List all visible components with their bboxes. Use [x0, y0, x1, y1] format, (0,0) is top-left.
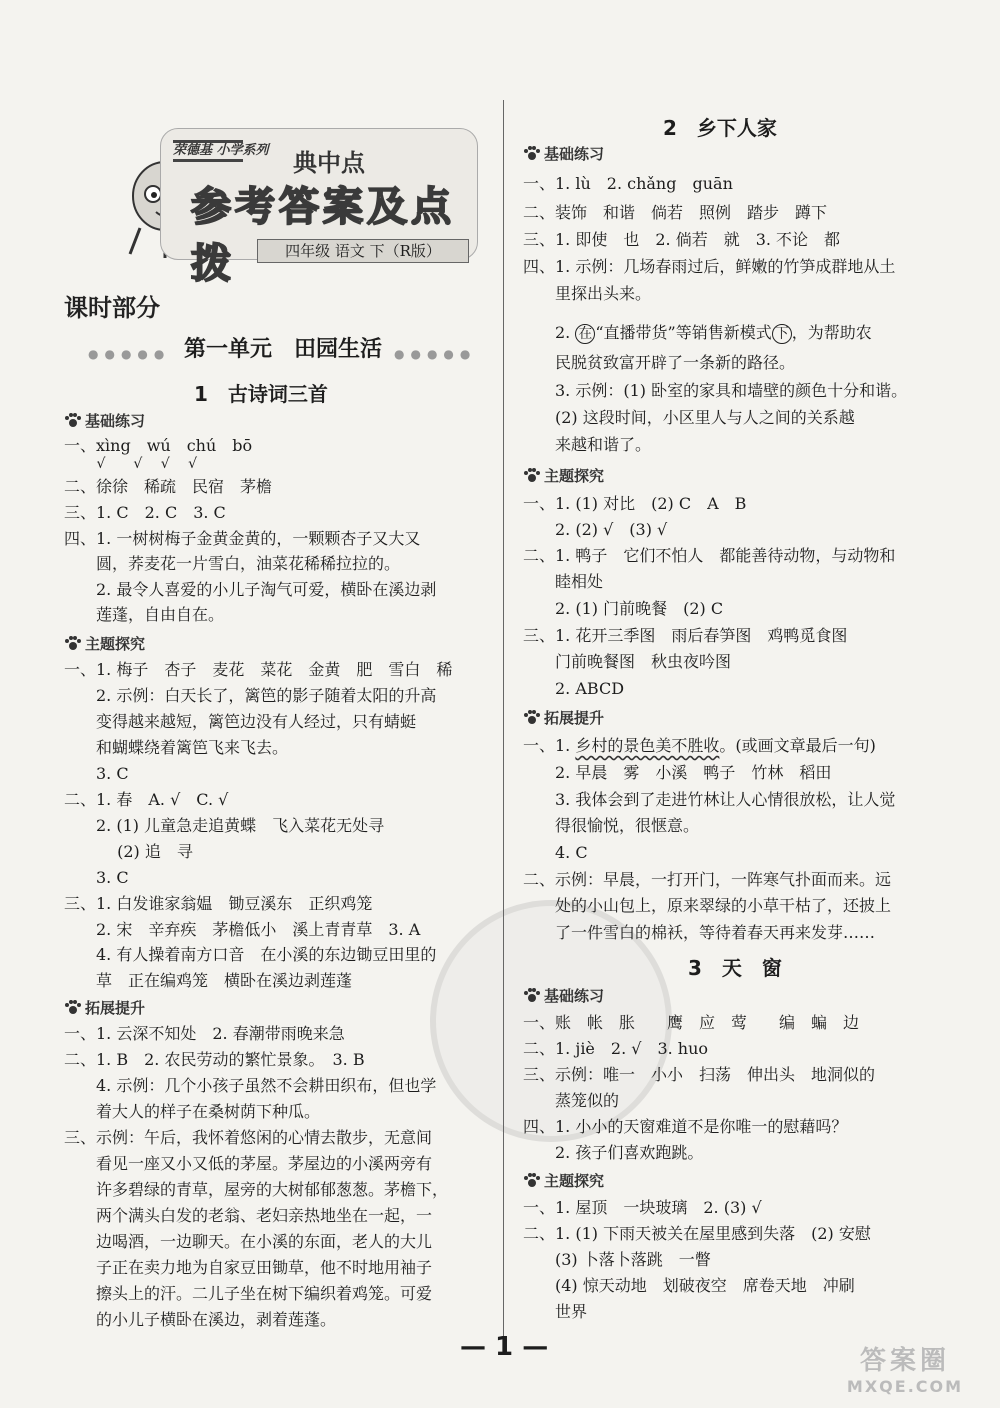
subhead-jichu: 基础练习	[523, 143, 604, 165]
paw-icon	[64, 635, 82, 651]
answer-line: 圆，荞麦花一片雪白，油菜花稀稀拉拉的。	[64, 554, 401, 573]
answer-line: 草 正在编鸡笼 横卧在溪边剥莲蓬	[64, 971, 353, 990]
banner-title: 参考答案及点拨	[191, 183, 455, 287]
answer-line: 三、1. 花开三季图 雨后春笋图 鸡鸭觅食图	[523, 626, 848, 645]
answer-line: 3. C	[64, 764, 129, 783]
answer-line: 3. 示例：(1) 卧室的家具和墙壁的颜色十分和谐。	[523, 381, 908, 400]
unit-title: ●●●●● 第一单元 田园生活 ●●●●●	[88, 337, 477, 362]
grade-label: 四年级 语文 下（R版）	[257, 239, 469, 263]
answer-line: 来越和谐了。	[523, 435, 652, 454]
site-watermark: 答案圈 MXQE.COM	[846, 1346, 964, 1396]
answer-line-circled: 2. 在 “直播带货”等销售新模式 下 ，为帮助农	[523, 323, 872, 342]
answer-line: 4. 有人操着南方口音 在小溪的东边锄豆田里的	[64, 945, 437, 964]
column-divider	[503, 100, 504, 1350]
answer-line: 子正在卖力地为自家豆田锄草，他不时地用袖子	[64, 1258, 433, 1277]
answer-line: 一、1. lù 2. chǎng guān	[523, 174, 733, 193]
answer-line: 三、1. 即使 也 2. 倘若 就 3. 不论 都	[523, 230, 841, 249]
subhead-jichu: 基础练习	[523, 985, 604, 1007]
answer-line: (2) 这段时间，小区里人与人之间的关系越	[523, 408, 855, 427]
paw-icon	[523, 467, 541, 483]
answer-line: 2. (2) √ (3) √	[523, 520, 668, 539]
answer-line: 四、1. 小小的天窗难道不是你唯一的慰藉吗？	[523, 1117, 848, 1136]
answer-line: 变得越来越短，篱笆边没有人经过，只有蜻蜓	[64, 712, 417, 731]
answer-line: 3. C	[64, 868, 129, 887]
paw-icon	[523, 1172, 541, 1188]
answer-line: 二、1. 春 A. √ C. √	[64, 790, 229, 809]
answer-line: (3) 卜落卜落跳 一瞥	[523, 1250, 711, 1269]
answer-line-wavy: 一、1. 乡村的景色美不胜收。(或画文章最后一句)	[523, 736, 876, 755]
answer-line: 2. 最令人喜爱的小儿子淘气可爱，横卧在溪边剥	[64, 580, 437, 599]
answer-line: 2. (1) 门前晚餐 (2) C	[523, 599, 724, 618]
subhead-zhuti: 主题探究	[523, 1170, 604, 1192]
answer-line: 蒸笼似的	[523, 1091, 620, 1110]
answer-line: 二、示例：早晨，一打开门，一阵寒气扑面而来。远	[523, 870, 892, 889]
answer-line: 莲蓬，自由自在。	[64, 605, 225, 624]
answer-line: 的小儿子横卧在溪边，剥着莲蓬。	[64, 1310, 337, 1329]
section-title: 课时部分	[64, 294, 160, 322]
series-logo: 荣德基 小学系列	[173, 139, 293, 171]
answer-line: 二、1. B 2. 农民劳动的繁忙景象。 3. B	[64, 1050, 365, 1069]
answer-line: 3. 我体会到了走进竹林让人心情很放松，让人觉	[523, 790, 896, 809]
paw-icon	[523, 145, 541, 161]
answer-line: 和蝴蝶绕着篱笆飞来飞去。	[64, 738, 289, 757]
answer-line: 2. 宋 辛弃疾 茅檐低小 溪上青青草 3. A	[64, 920, 421, 939]
answer-line: 二、1. jiè 2. √ 3. huo	[523, 1039, 709, 1058]
answer-line: 三、示例：午后，我怀着悠闲的心情去散步，无意间	[64, 1128, 433, 1147]
answer-line: 许多碧绿的青草，屋旁的大树郁郁葱葱。茅檐下，	[64, 1180, 449, 1199]
answer-line: 睦相处	[523, 572, 604, 591]
answer-line: 二、1. 鸭子 它们不怕人 都能善待动物，与动物和	[523, 546, 896, 565]
answer-line: 两个满头白发的老翁、老妇亲热地坐在一起，一	[64, 1206, 433, 1225]
page-number: — 1 —	[460, 1332, 549, 1362]
subhead-tuozhan: 拓展提升	[523, 707, 604, 729]
answer-line: 着大人的样子在桑树荫下种瓜。	[64, 1102, 321, 1121]
brand-logo: 典中点	[293, 149, 365, 177]
answer-line: 三、示例：唯一 小小 扫荡 伸出头 地洞似的	[523, 1065, 876, 1084]
answer-line: (2) 追 寻	[64, 842, 193, 861]
subhead-jichu: 基础练习	[64, 410, 145, 432]
answer-line: 了一件雪白的棉袄，等待着春天再来发芽……	[523, 923, 876, 942]
paw-icon	[523, 987, 541, 1003]
answer-line: 民脱贫致富开辟了一条新的路径。	[523, 353, 796, 372]
answer-line: 2. 早晨 雾 小溪 鸭子 竹林 稻田	[523, 763, 832, 782]
answer-line: 世界	[523, 1302, 588, 1321]
subhead-zhuti: 主题探究	[64, 633, 145, 655]
paw-icon	[523, 709, 541, 725]
lesson-title-2: 2 乡下人家	[663, 116, 777, 140]
answer-line: 得很愉悦，很惬意。	[523, 816, 700, 835]
answer-line: 二、装饰 和谐 倘若 照例 踏步 蹲下	[523, 203, 828, 222]
subhead-tuozhan: 拓展提升	[64, 997, 145, 1019]
answer-line: 看见一座又小又低的茅屋。茅屋边的小溪两旁有	[64, 1154, 433, 1173]
answer-line: 三、1. C 2. C 3. C	[64, 503, 226, 522]
lesson-title-3: 3 天 窗	[688, 956, 782, 980]
answer-line: 擦头上的汗。二儿子坐在树下编织着鸡笼。可爱	[64, 1284, 433, 1303]
answer-line: 三、1. 白发谁家翁媪 锄豆溪东 正织鸡笼	[64, 894, 373, 913]
paw-icon	[64, 412, 82, 428]
header-banner	[120, 116, 476, 287]
answer-line: √ √ √ √	[64, 456, 198, 472]
answer-line: 一、1. (1) 对比 (2) C A B	[523, 494, 747, 513]
paw-icon	[64, 999, 82, 1015]
answer-line: 四、1. 一树树梅子金黄金黄的，一颗颗杏子又大又	[64, 529, 421, 548]
answer-line: 4. C	[523, 843, 588, 862]
answer-line: 一、1. 屋顶 一块玻璃 2. (3) √	[523, 1198, 762, 1217]
answer-line: 边喝酒，一边聊天。在小溪的东面，老人的大儿	[64, 1232, 433, 1251]
answer-line: 4. 示例：几个小孩子虽然不会耕田织布，但也学	[64, 1076, 437, 1095]
answer-line: 2. (1) 儿童急走追黄蝶 飞入菜花无处寻	[64, 816, 385, 835]
answer-line: 处的小山包上，原来翠绿的小草干枯了，还披上	[523, 896, 892, 915]
answer-line: 一、xìng wú chú bō	[64, 436, 253, 455]
answer-line: 一、1. 云深不知处 2. 春潮带雨晚来急	[64, 1024, 345, 1043]
answer-line: 四、1. 示例：几场春雨过后，鲜嫩的竹笋成群地从土	[523, 257, 896, 276]
answer-line: 二、徐徐 稀疏 民宿 茅檐	[64, 477, 273, 496]
answer-line: 里探出头来。	[523, 284, 652, 303]
lesson-title-1: 1 古诗词三首	[194, 382, 328, 406]
answer-line: (4) 惊天动地 划破夜空 席卷天地 冲刷	[523, 1276, 855, 1295]
answer-line: 2. 孩子们喜欢跑跳。	[523, 1143, 704, 1162]
answer-line: 一、账 帐 胀 鹰 应 莺 编 蝙 边	[523, 1013, 860, 1032]
answer-line: 2. ABCD	[523, 679, 625, 698]
banner-box	[160, 128, 478, 287]
answer-line: 2. 示例：白天长了，篱笆的影子随着太阳的升高	[64, 686, 437, 705]
answer-line: 一、1. 梅子 杏子 麦花 菜花 金黄 肥 雪白 稀	[64, 660, 453, 679]
answer-line: 门前晚餐图 秋虫夜吟图	[523, 652, 732, 671]
answer-line: 二、1. (1) 下雨天被关在屋里感到失落 (2) 安慰	[523, 1224, 871, 1243]
subhead-zhuti: 主题探究	[523, 465, 604, 487]
